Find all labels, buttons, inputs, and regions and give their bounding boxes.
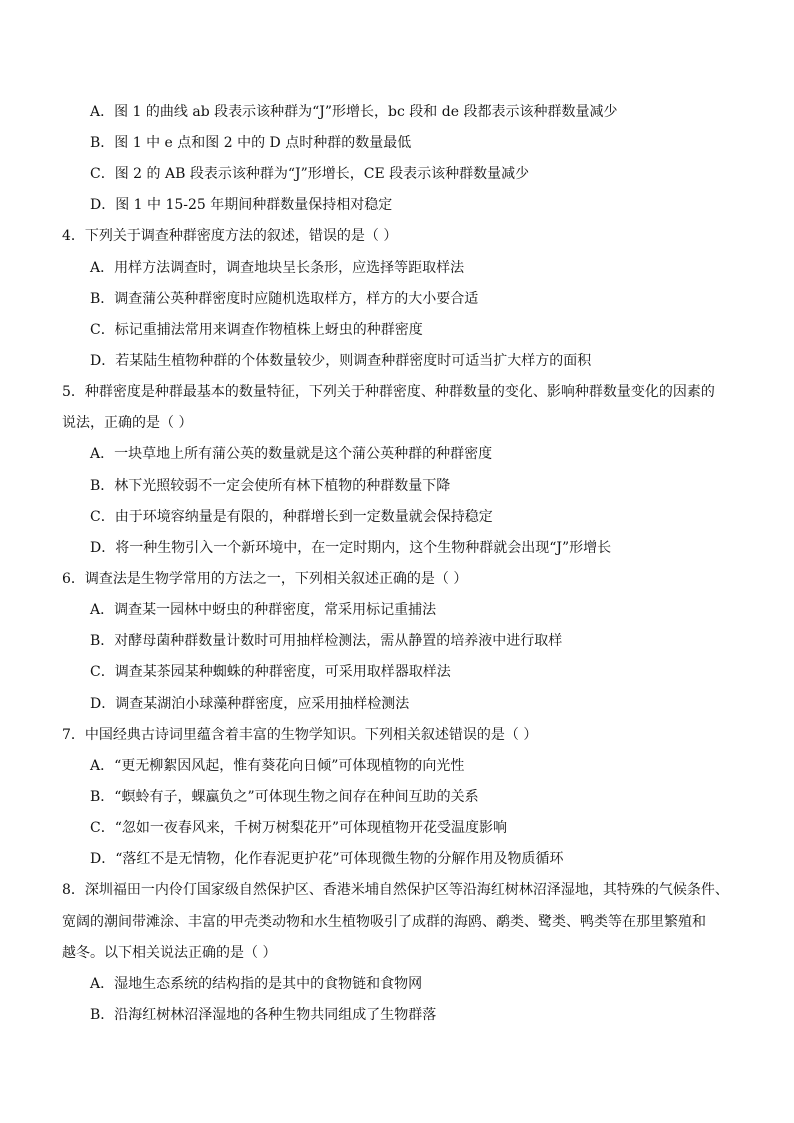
q7-option-a: A．“更无柳絮因风起，惟有葵花向日倾”可体现植物的向光性	[90, 758, 465, 774]
q6-option-b: B．对酵母菌种群数量计数时可用抽样检测法，需从静置的培养液中进行取样	[90, 633, 563, 649]
q4-option-b: B．调查蒲公英种群密度时应随机选取样方，样方的大小要合适	[90, 291, 479, 307]
q3-option-b: B．图 1 中 e 点和图 2 中的 D 点时种群的数量最低	[90, 135, 412, 151]
q7-stem: 7．中国经典古诗词里蕴含着丰富的生物学知识。下列相关叙述错误的是（ ）	[62, 727, 538, 743]
q5-option-c: C．由于环境容纳量是有限的，种群增长到一定数量就会保持稳定	[90, 509, 493, 525]
q4-option-c: C．标记重捕法常用来调查作物植株上蚜虫的种群密度	[90, 322, 423, 338]
q6-option-d: D．调查某湖泊小球藻种群密度，应采用抽样检测法	[90, 696, 410, 712]
q3-option-d: D．图 1 中 15-25 年期间种群数量保持相对稳定	[90, 197, 393, 213]
q5-stem-line1: 5．种群密度是种群最基本的数量特征，下列关于种群密度、种群数量的变化、影响种群数量变化的因素的	[62, 384, 715, 400]
q5-option-b: B．林下光照较弱不一定会使所有林下植物的种群数量下降	[90, 478, 451, 494]
q8-option-b: B．沿海红树林沼泽湿地的各种生物共同组成了生物群落	[90, 1007, 437, 1023]
q3-option-c: C．图 2 的 AB 段表示该种群为“J”形增长，CE 段表示该种群数量减少	[90, 166, 530, 182]
q5-option-a: A．一块草地上所有蒲公英的数量就是这个蒲公英种群的种群密度	[90, 446, 493, 462]
q7-option-b: B．“螟蛉有子，蜾蠃负之”可体现生物之间存在种间互助的关系	[90, 789, 479, 805]
q5-option-d: D．将一种生物引入一个新环境中，在一定时期内，这个生物种群就会出现“J”形增长	[90, 540, 612, 556]
q8-stem-line1: 8．深圳福田一内伶仃国家级自然保护区、香港米埔自然保护区等沿海红树林沼泽湿地，其特殊的气候条件、	[62, 882, 729, 898]
q6-option-c: C．调查某茶园某种蜘蛛的种群密度，可采用取样器取样法	[90, 664, 451, 680]
q3-option-a: A．图 1 的曲线 ab 段表示该种群为“J”形增长，bc 段和 de 段都表示该种群数量减少	[90, 104, 618, 120]
q4-option-a: A．用样方法调查时，调查地块呈长条形，应选择等距取样法	[90, 260, 465, 276]
q6-option-a: A．调查某一园林中蚜虫的种群密度，常采用标记重捕法	[90, 602, 437, 618]
q6-stem: 6．调查法是生物学常用的方法之一，下列相关叙述正确的是（ ）	[62, 571, 468, 587]
q5-stem-line2: 说法，正确的是（ ）	[62, 415, 193, 431]
q7-option-c: C．“忽如一夜春风来，千树万树梨花开”可体现植物开花受温度影响	[90, 820, 508, 836]
q4-stem: 4．下列关于调查种群密度方法的叙述，错误的是（ ）	[62, 228, 398, 244]
q8-stem-line3: 越冬。以下相关说法正确的是（ ）	[62, 945, 277, 961]
q7-option-d: D．“落红不是无情物，化作春泥更护花”可体现微生物的分解作用及物质循环	[90, 851, 564, 867]
q4-option-d: D．若某陆生植物种群的个体数量较少，则调查种群密度时可适当扩大样方的面积	[90, 353, 592, 369]
q8-stem-line2: 宽阔的潮间带滩涂、丰富的甲壳类动物和水生植物吸引了成群的海鸥、鹬类、鹭类、鸭类等在那里繁殖和	[62, 914, 706, 930]
q8-option-a: A．湿地生态系统的结构指的是其中的食物链和食物网	[90, 976, 423, 992]
